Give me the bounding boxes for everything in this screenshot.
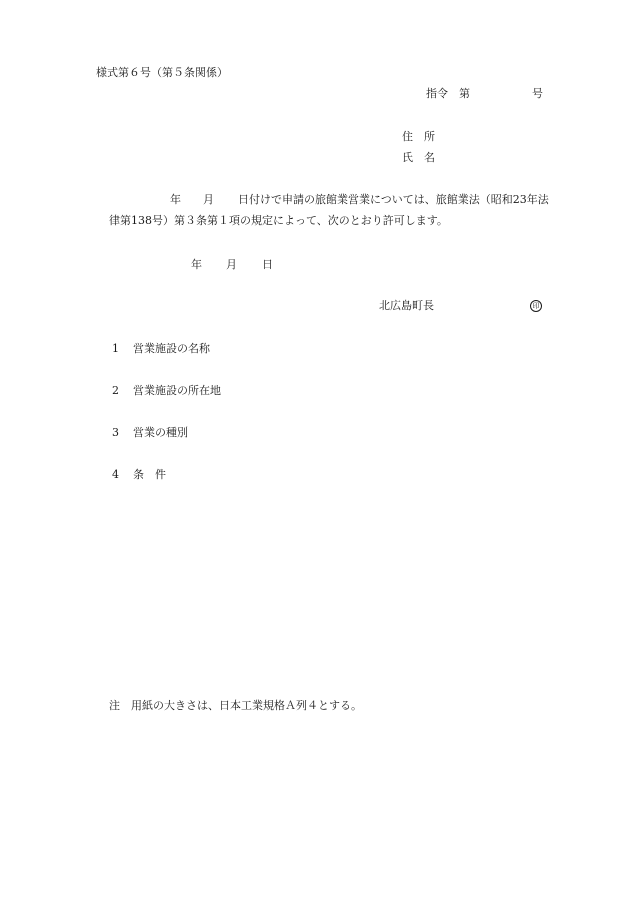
item-number: 4 xyxy=(112,468,119,481)
address-label: 住 所 xyxy=(402,130,435,143)
body-line2: 律第138号）第３条第１項の規定によって、次のとおり許可します。 xyxy=(109,214,448,227)
body-year: 年 xyxy=(170,193,181,206)
body-line1: 日付けで申請の旅館業営業については、旅館業法（昭和23年法 xyxy=(238,193,549,206)
item-label-conditions: 条 件 xyxy=(133,468,166,481)
name-label: 氏 名 xyxy=(402,151,435,164)
item-number: 1 xyxy=(112,342,119,355)
issuer-name: 北広島町長 xyxy=(379,299,434,312)
item-label-business-type: 営業の種別 xyxy=(133,426,188,439)
item-label-facility-name: 営業施設の名称 xyxy=(133,342,210,355)
date-year: 年 xyxy=(191,258,202,271)
item-label-facility-location: 営業施設の所在地 xyxy=(133,384,221,397)
date-day: 日 xyxy=(262,258,273,271)
directive-number-suffix: 号 xyxy=(532,87,543,100)
item-number: 2 xyxy=(112,384,119,397)
directive-number-prefix: 指令 第 xyxy=(426,87,470,100)
body-month: 月 xyxy=(203,193,214,206)
date-month: 月 xyxy=(226,258,237,271)
form-label: 様式第６号（第５条関係） xyxy=(96,66,228,79)
paper-size-note: 注 用紙の大きさは、日本工業規格Ａ列４とする。 xyxy=(109,699,362,712)
item-number: 3 xyxy=(112,426,119,439)
seal-mark: 印 xyxy=(530,300,542,312)
